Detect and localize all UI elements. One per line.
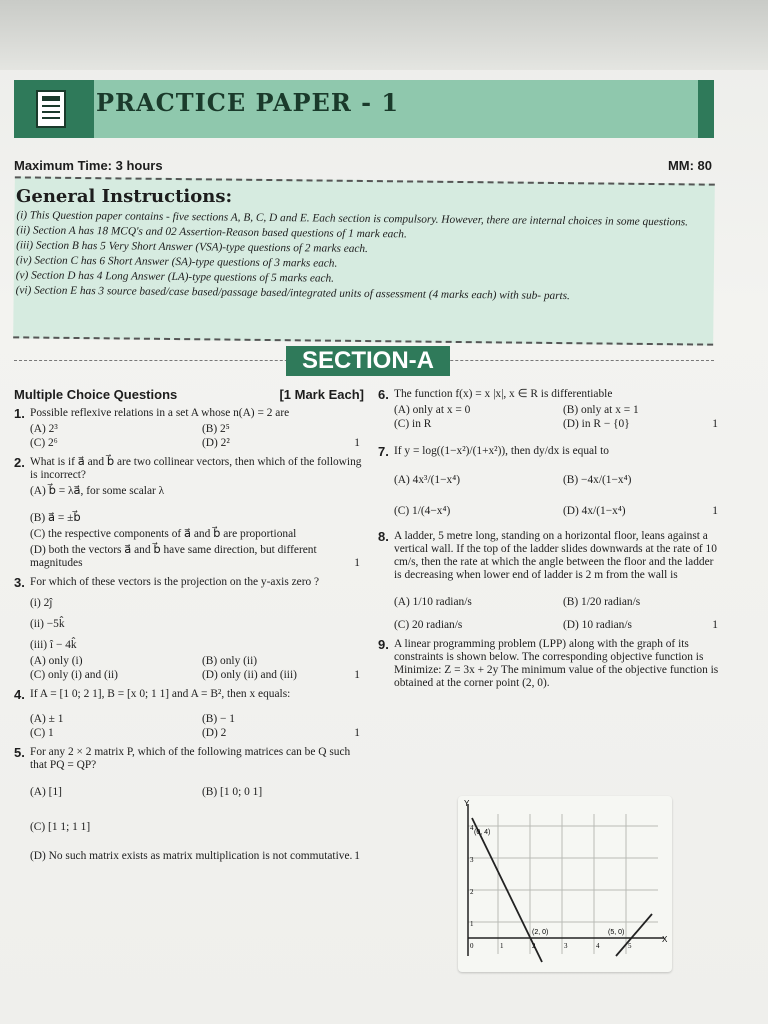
question-number: 9. (378, 637, 389, 652)
question-2 (14, 456, 364, 570)
option: (B) a⃗ = ±b⃗ (30, 512, 81, 524)
section-title: SECTION-A (286, 346, 450, 376)
question-text: For any 2 × 2 matrix P, which of the following matrices can be Q such that PQ = QP? (30, 746, 351, 771)
mark: 1 (354, 727, 360, 739)
option: (C) [1 1; 1 1] (30, 821, 91, 833)
lpp-graph (458, 796, 672, 972)
vector-item: (iii) î − 4k̂ (30, 639, 77, 651)
y-tick: 0 (470, 942, 474, 950)
question-3 (14, 576, 364, 682)
options (394, 596, 722, 632)
question-text: A ladder, 5 metre long, standing on a horizontal floor, leans against a vertical wall. If the top of the ladder slides downwards at the rate of 10 cm/s, then the rate at which the angle between the floor and the ladder is decreasing when lower end of ladder is 2 m from the wall is (394, 530, 717, 581)
question-paper-icon (34, 88, 68, 130)
question-number: 2. (14, 455, 25, 470)
question-text: What is if a⃗ and b⃗ are two collinear vectors, then which of the following is incorrect? (30, 456, 362, 481)
option: (A) 2³ (30, 423, 58, 435)
option: (C) 1/(4−x⁴) (394, 505, 451, 517)
mark: 1 (354, 557, 360, 569)
y-tick: 1 (470, 920, 474, 928)
option: (B) [1 0; 0 1] (202, 786, 263, 798)
option: (A) [1] (30, 786, 62, 798)
option: (A) only at x = 0 (394, 404, 471, 416)
question-text: The function f(x) = x |x|, x ∈ R is differentiable (394, 388, 613, 400)
options (30, 655, 364, 682)
question-7 (378, 445, 722, 518)
corner-point-label: (2, 0) (532, 929, 549, 936)
option: (C) only (i) and (ii) (30, 669, 118, 681)
option: (D) No such matrix exists as matrix multiplication is not commutative. (30, 850, 353, 862)
options (394, 474, 722, 518)
question-text: Possible reflexive relations in a set A whose n(A) = 2 are (30, 407, 290, 419)
question-number: 5. (14, 745, 25, 760)
option: (C) 1 (30, 727, 54, 739)
lpp-graph-card (458, 796, 672, 972)
option: (B) only at x = 1 (563, 404, 639, 416)
mcq-heading (14, 388, 364, 401)
x-axis-label: X (662, 935, 668, 944)
instruction-item: (i) This Question paper contains - five sections A, B, C, D and E. Each section is compulsory. However, there are internal choices in some questions. (16, 209, 689, 229)
question-text: If A = [1 0; 2 1], B = [x 0; 1 1] and A = B², then x equals: (30, 688, 291, 700)
option: (B) − 1 (202, 713, 235, 725)
options (30, 423, 364, 450)
instruction-item: (iv) Section C has 6 Short Answer (SA)-type questions of 3 marks each. (15, 254, 338, 270)
instructions-list (16, 208, 717, 305)
instruction-item: (vi) Section E has 3 source based/case based/passage based/integrated units of assessment (4 marks each) with sub- parts. (15, 284, 570, 303)
y-tick: 4 (470, 824, 474, 832)
question-6 (378, 388, 722, 431)
option: (A) ± 1 (30, 713, 64, 725)
options (30, 713, 364, 740)
corner-point-label: (5, 0) (608, 929, 625, 936)
option: (D) both the vectors a⃗ and b⃗ have same direction, but different magnitudes (30, 544, 317, 569)
question-8 (378, 530, 722, 632)
question-text: For which of these vectors is the projection on the y-axis zero ? (30, 576, 320, 588)
option: (C) in R (394, 418, 432, 430)
question-number: 4. (14, 687, 25, 702)
option: (D) only (ii) and (iii) (202, 669, 297, 681)
grid (468, 814, 658, 954)
option: (D) 2² (202, 437, 230, 449)
mcq-title: Multiple Choice Questions (14, 387, 178, 402)
option: (A) 1/10 radian/s (394, 596, 472, 608)
question-number: 8. (378, 529, 389, 544)
y-tick: 3 (470, 856, 474, 864)
instruction-item: (iii) Section B has 5 Very Short Answer (VSA)-type questions of 2 marks each. (16, 239, 368, 256)
option: (B) −4x/(1−x⁴) (563, 474, 632, 486)
option: (D) 2 (202, 727, 227, 739)
question-number: 7. (378, 444, 389, 459)
option: (C) 20 radian/s (394, 619, 463, 631)
x-tick: 5 (628, 942, 632, 950)
paper-title: PRACTICE PAPER - 1 (96, 88, 400, 117)
question-5 (14, 746, 364, 863)
option: (B) 1/20 radian/s (563, 596, 641, 608)
banner-accent-right (698, 80, 714, 138)
options (394, 404, 722, 431)
mark: 1 (712, 505, 718, 517)
left-column (14, 388, 364, 869)
question-text: If y = log((1−x²)/(1+x²)), then dy/dx is equal to (394, 445, 609, 457)
question-9 (378, 638, 722, 690)
option: (D) in R − {0} (563, 418, 630, 430)
mcq-marks: [1 Mark Each] (279, 387, 364, 402)
option: (A) b⃗ = λa⃗, for some scalar λ (30, 485, 165, 497)
options (30, 786, 364, 799)
option: (B) only (ii) (202, 655, 258, 667)
question-number: 6. (378, 387, 389, 402)
option: (D) 10 radian/s (563, 619, 632, 631)
x-tick: 3 (564, 942, 568, 950)
option: (A) 4x³/(1−x⁴) (394, 474, 461, 486)
option: (B) 2⁵ (202, 423, 230, 435)
vector-item: (ii) −5k̂ (30, 618, 65, 630)
instructions-title: General Instructions: (16, 186, 233, 207)
question-number: 3. (14, 575, 25, 590)
x-tick: 4 (596, 942, 600, 950)
question-4 (14, 688, 364, 740)
mark: 1 (712, 619, 718, 631)
mark: 1 (712, 418, 718, 430)
y-axis-label: Y (464, 799, 470, 808)
option: (D) 4x/(1−x⁴) (563, 505, 626, 517)
question-1 (14, 407, 364, 450)
max-time: Maximum Time: 3 hours (14, 158, 163, 173)
mark: 1 (354, 437, 360, 449)
corner-point-label: (0, 4) (474, 829, 491, 836)
top-shadow (0, 0, 768, 70)
y-tick: 2 (470, 888, 474, 896)
question-number: 1. (14, 406, 25, 421)
question-text: A linear programming problem (LPP) along with the graph of its constraints is shown below. The corresponding objective function is Minimize: Z = 3x + 2y The minimum value of the objective function is obtained at the corner point (2, 0). (394, 638, 719, 689)
right-column (378, 388, 722, 696)
x-tick: 1 (500, 942, 504, 950)
option: (C) the respective components of a⃗ and b⃗ are proportional (30, 528, 297, 540)
x-tick: 2 (532, 942, 536, 950)
mark: 1 (354, 669, 360, 681)
option: (C) 2⁶ (30, 437, 58, 449)
option: (A) only (i) (30, 655, 83, 667)
mark: 1 (354, 850, 360, 862)
vector-item: (i) 2ĵ (30, 597, 53, 609)
instruction-item: (ii) Section A has 18 MCQ's and 02 Assertion-Reason based questions of 1 mark each. (16, 224, 407, 241)
instruction-item: (v) Section D has 4 Long Answer (LA)-type questions of 5 marks each. (15, 269, 335, 285)
max-marks: MM: 80 (667, 158, 712, 173)
